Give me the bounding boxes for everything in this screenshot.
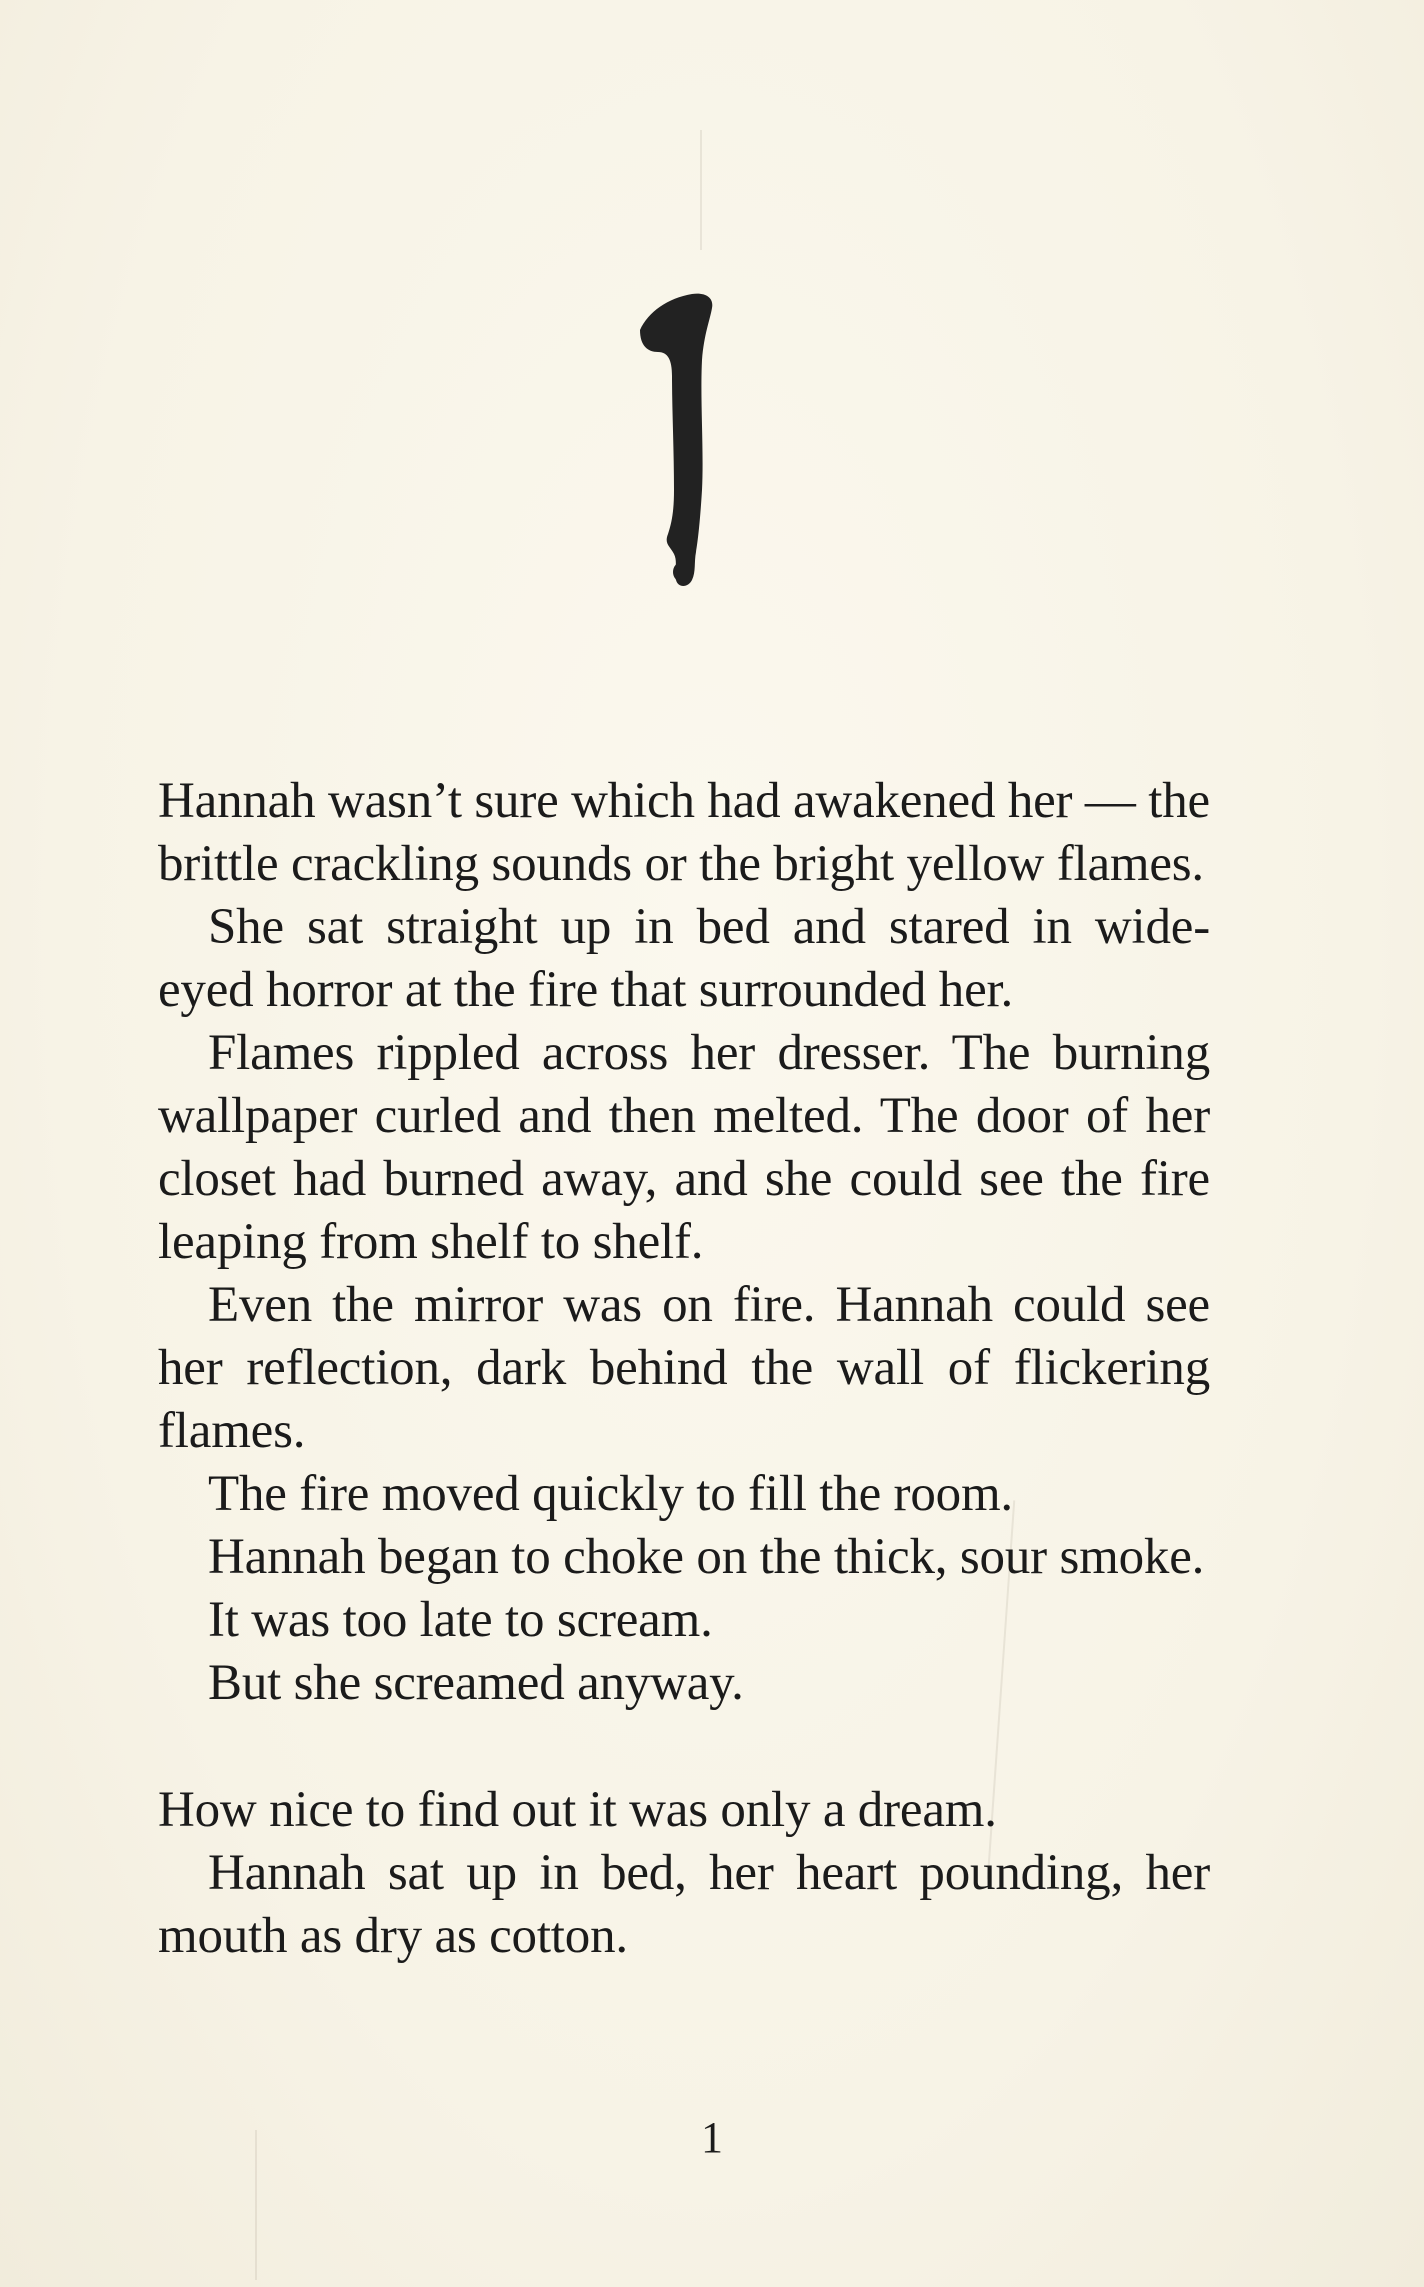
paragraph: Hannah sat up in bed, her heart pounding, her mouth as dry as cotton. (158, 1845, 1210, 1964)
chapter-numeral-drip-icon (634, 290, 724, 590)
paragraph: She sat straight up in bed and stared in wide-eyed horror at the fire that surrounded her. (158, 899, 1210, 1018)
paragraph: Hannah wasn’t sure which had awakened her — the brittle crackling sounds or the bright yellow flames. (158, 773, 1210, 892)
scene-break (158, 1715, 1210, 1779)
paragraph: Flames rippled across her dresser. The burning wallpaper curled and then melted. The door of her closet had burned away, and she could see the fire leaping from shelf to shelf. (158, 1025, 1210, 1270)
page-number: 1 (701, 2113, 723, 2162)
paragraph: Hannah began to choke on the thick, sour smoke. (208, 1529, 1205, 1585)
paragraph: How nice to find out it was only a dream. (158, 1782, 997, 1838)
paragraph: Even the mirror was on fire. Hannah could see her reflection, dark behind the wall of flickering flames. (158, 1277, 1210, 1459)
paragraph: But she screamed anyway. (208, 1655, 744, 1711)
paragraph: The fire moved quickly to fill the room. (208, 1466, 1013, 1522)
paragraph: It was too late to scream. (208, 1592, 713, 1648)
body-text (158, 770, 1210, 1968)
paper-crease-mark (700, 130, 702, 250)
